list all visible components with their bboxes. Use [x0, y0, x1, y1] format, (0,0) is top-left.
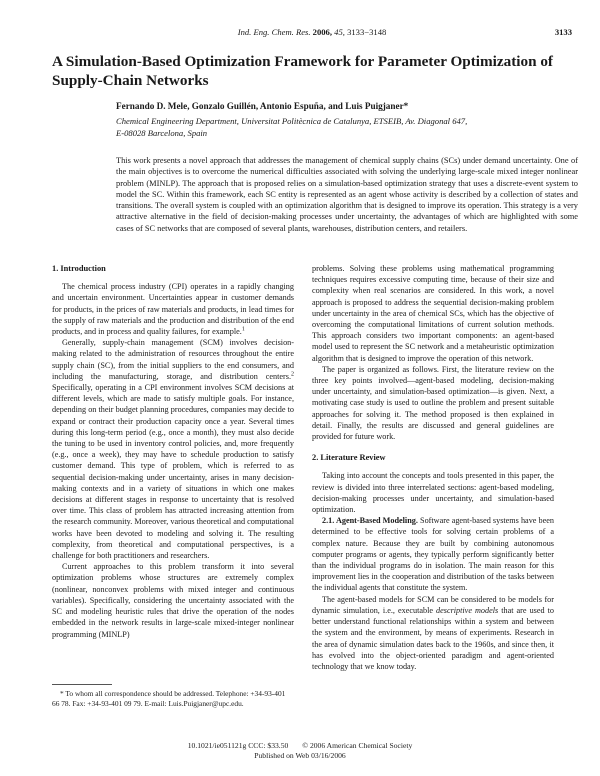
- journal-volume: 45,: [334, 27, 345, 37]
- article-title: A Simulation-Based Optimization Framework for Parameter Optimization of Supply-Chain Networks: [52, 53, 553, 89]
- copyright: © 2006 American Chemical Society: [302, 741, 413, 750]
- doi-price: 10.1021/ie051121g CCC: $33.50: [187, 741, 289, 750]
- correspondence-footnote: * To whom all correspondence should be addressed. Telephone: +34-93-401 66 78. Fax: +34-93-401 09 79. E-mail: Luis.Puigjaner@upc.edu.: [52, 689, 286, 708]
- paragraph: Taking into account the concepts and tools presented in this paper, the review is divided into three interrelated sections: agent-based modeling, decision-making processes under uncertainty, and simulation-based optimization.: [312, 471, 554, 515]
- journal-year: 2006,: [312, 27, 332, 37]
- spacer: [312, 442, 554, 452]
- paragraph: problems. Solving these problems using mathematical programming techniques requires excessive computing time, because of their size and complexity when real scenarios are considered. In this work, a novel approach is proposed to address the sequential decision-making problem under uncertainty in the area of chemical SCs, which has the objective of overcoming the computational limitations of current solution methods. This approach considers two important components: an agent-based model used to represent the SC network and a metaheuristic optimization algorithm that is designed to improve the operation of this network.: [312, 264, 554, 363]
- right-column: [312, 263, 554, 672]
- italic-term: descriptive models: [436, 605, 499, 615]
- paragraph: [52, 337, 294, 561]
- page-footer: [0, 741, 600, 760]
- paragraph: The paper is organized as follows. First, the literature review on the three key points involved—agent-based modeling, decision-making under uncertainty, and simulation-based optimization—is given. Next, a motivating case study is used to outline the problem and present suitable approaches for solving it. The method proposed is then explained in detail. Finally, the results are discussed and general guidelines are provided for future work.: [312, 364, 554, 442]
- running-header: [52, 27, 572, 37]
- paragraph: [52, 281, 294, 337]
- paragraph: [312, 594, 554, 672]
- reference-marker: 1: [241, 326, 245, 333]
- subsection-heading: 2.1. Agent-Based Modeling.: [322, 516, 418, 526]
- paragraph-text: Specifically, operating in a CPI environment involves SCM decisions at different levels, which are made to satisfy multiple goals. For instance, depending on their budget planning procedures, companies may decide to expand or contract their production capacity once a year. Several times during this long-term period (e.g., once a month), they must also decide the tuning to be used in inventory control policies, and, more frequently (e.g., once a week), they may have to schedule production to satisfy customer demand. This type of problem, which is referred to as sequential decision-making under uncertainty, arises in many decision-making contexts and in a variety of situations in which one makes decisions at different stages in response to uncertainty that is resolved over time. This class of problem has attracted increasing attention from the research community. Moreover, various theoretical and computational works have been devoted to modeling and solving it. The resulting complexity, from theoretical and computational perspectives, is a challenge for both practitioners and researchers.: [52, 383, 294, 561]
- paragraph-text: The agent-based models for SCM can be considered to be models for dynamic simulation, i.e., executable: [312, 594, 554, 615]
- paragraph-text: that are used to better understand functional relationships within a system and between the system and the environment, by means of experiments. Research in the area of dynamic simulation dates back to the 1960s, and since then, it has evolved into the object-oriented paradigm and agent-oriented technology that we know today.: [312, 605, 554, 671]
- paragraph: [312, 515, 554, 593]
- journal-name: Ind. Eng. Chem. Res.: [237, 27, 311, 37]
- paragraph-text: Generally, supply-chain management (SCM) involves decision-making related to the administration of resources throughout the entire supply chain (SC), from the initial suppliers to the end consumers, and including the manufacturing, storage, and distribution centers.: [52, 338, 294, 381]
- paragraph-text: Software agent-based systems have been determined to be effective tools for solving certain problems of a complex nature. Because they are built by combining autonomous computer programs or agents, they typically perform significantly better than the individual programs do in isolation. The main reason for this improvement lies in the cooperation and distribution of the tasks between the individual agents that constitute the system.: [312, 516, 554, 593]
- section-heading-introduction: 1. Introduction: [52, 264, 106, 273]
- page-number: 3133: [554, 27, 572, 37]
- affiliation-line: Chemical Engineering Department, Universitat Politècnica de Catalunya, ETSEIB, Av. Diagonal 647,: [116, 116, 468, 126]
- left-column: [52, 263, 294, 640]
- author-list: Fernando D. Mele, Gonzalo Guillén, Antonio Espuña, and Luis Puigjaner*: [116, 101, 409, 111]
- journal-pages: 3133−3148: [347, 27, 387, 37]
- reference-marker: 2: [291, 371, 294, 378]
- abstract: This work presents a novel approach that addresses the management of chemical supply chains (SCs) under demand uncertainty. One of the main objectives is to overcome the numerical difficulties associated with solving the underlying large-scale mixed integer nonlinear problem (MINLP). The approach that is proposed relies on a simulation-based optimization strategy that uses a discrete-event system to model the SC. Within this framework, each SC entity is represented as an agent whose activity is described by a collection of states and transitions. The overall system is coupled with an optimization algorithm that is designed to improve its operation. This strategy is a very attractive alternative in the field of decision-making processes under uncertainty, the advantages of which are highlighted with some cases of SC networks that are composed of several plants, warehouses, distribution centers, and retailers.: [116, 156, 578, 233]
- section-heading-literature-review: 2. Literature Review: [312, 453, 386, 463]
- paragraph: Current approaches to this problem transform it into several optimization problems whose structures are extremely complex (nonlinear, nonconvex problems with mixed integer and continuous variables). Specifically, considering the uncertainty associated with the SC and modeling heuristic rules that drive the operation of the nodes embedded in the network results in large-scale mixed-integer nonlinear programming (MINLP): [52, 562, 294, 639]
- affiliation-line: E-08028 Barcelona, Spain: [116, 127, 208, 138]
- paragraph-text: The chemical process industry (CPI) operates in a rapidly changing and uncertain environment. Uncertainties appear in customer demands for products, in the prices of raw materials and products, in lead times for the supply of raw materials and the production and distribution of the end products, and in process and quality failures, for example.: [52, 282, 294, 337]
- publication-date: Published on Web 03/16/2006: [254, 750, 346, 760]
- footnote-rule: [52, 684, 112, 685]
- affiliation: [116, 116, 546, 139]
